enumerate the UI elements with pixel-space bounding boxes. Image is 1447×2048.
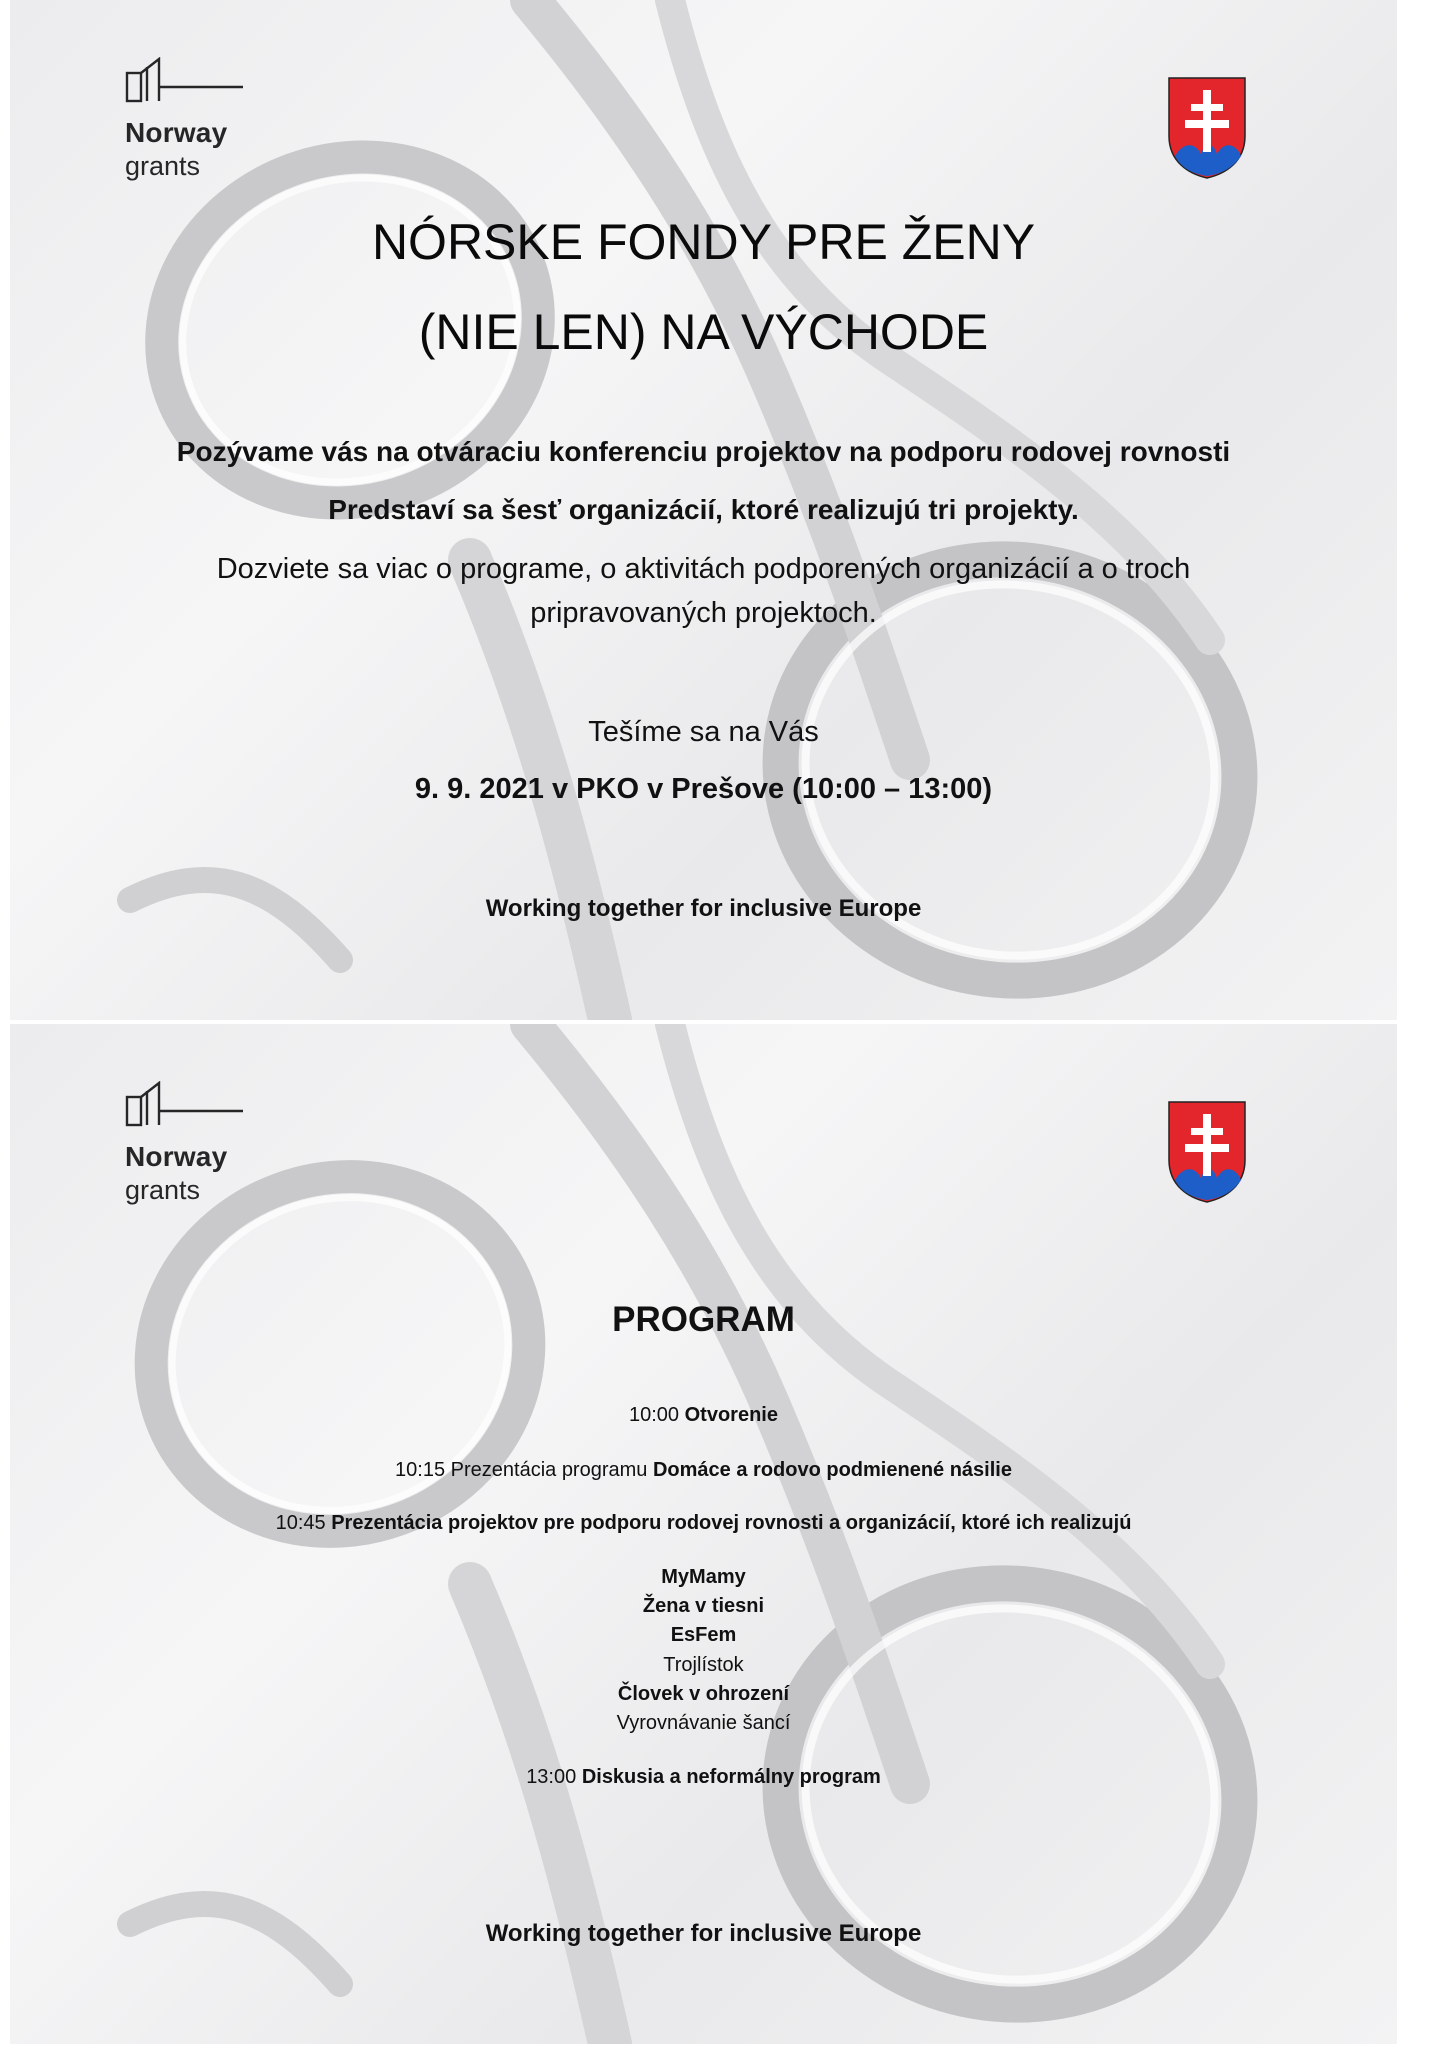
organization-item: Žena v tiesni: [642, 1595, 765, 1617]
agenda-item: [10, 1766, 1397, 1789]
invitation-text: Pozývame vás na otváraciu konferenciu projektov na podporu rodovej rovnosti: [176, 436, 1231, 467]
page-title-line-2: (NIE LEN) NA VÝCHODE: [418, 304, 989, 360]
invitation-page: [10, 0, 1397, 1020]
logo-text-norway: Norway: [125, 1141, 228, 1172]
organizations-intro-text: Predstaví sa šesť organizácií, ktoré realizujú tri projekty.: [328, 494, 1079, 525]
greeting-text: Tešíme sa na Vás: [588, 716, 819, 748]
logo-text-norway: Norway: [125, 117, 228, 148]
agenda-title: Diskusia a neformálny program: [581, 1766, 881, 1788]
slovak-coat-of-arms-icon: [1165, 1100, 1249, 1204]
slogan-text: Working together for inclusive Europe: [485, 895, 922, 922]
logo-text-grants: grants: [125, 1175, 201, 1205]
page-title-line-1: NÓRSKE FONDY PRE ŽENY: [371, 214, 1036, 270]
learn-more-text-line-2: pripravovaných projektoch.: [530, 597, 877, 629]
organization-item: EsFem: [670, 1624, 737, 1646]
norway-grants-mark-icon: [125, 1081, 245, 1131]
agenda-time: 10:15: [395, 1459, 446, 1481]
agenda-time: 10:45: [275, 1512, 326, 1534]
agenda-time: 10:00: [629, 1404, 680, 1426]
organization-item: Vyrovnávanie šancí: [616, 1712, 791, 1734]
logo-text-grants: grants: [125, 151, 201, 181]
program-page: [10, 1024, 1397, 2044]
organization-item: MyMamy: [661, 1566, 746, 1588]
norway-grants-logo: [125, 57, 245, 187]
agenda-item: [10, 1404, 1397, 1427]
agenda-text: Prezentácia programu: [450, 1459, 648, 1481]
slovak-coat-of-arms-icon: [1165, 76, 1249, 180]
learn-more-text-line-1: Dozviete sa viac o programe, o aktivitách podporených organizácií a o troch: [216, 553, 1191, 585]
organization-item: Človek v ohrození: [617, 1683, 790, 1705]
agenda-title: Prezentácia projektov pre podporu rodovej rovnosti a organizácií, ktoré ich realizujú: [331, 1512, 1132, 1534]
agenda-item: [10, 1459, 1397, 1482]
agenda-time: 13:00: [526, 1766, 577, 1788]
agenda-item: [10, 1512, 1397, 1535]
agenda-title: Domáce a rodovo podmienené násilie: [652, 1459, 1012, 1481]
norway-grants-logo: [125, 1081, 245, 1211]
event-date-place: 9. 9. 2021 v PKO v Prešove (10:00 – 13:00): [414, 773, 993, 805]
agenda-title: Otvorenie: [684, 1404, 778, 1426]
norway-grants-mark-icon: [125, 57, 245, 107]
slogan-text: Working together for inclusive Europe: [485, 1920, 922, 1947]
program-title: PROGRAM: [612, 1300, 795, 1339]
organization-item: Trojlístok: [663, 1654, 744, 1676]
